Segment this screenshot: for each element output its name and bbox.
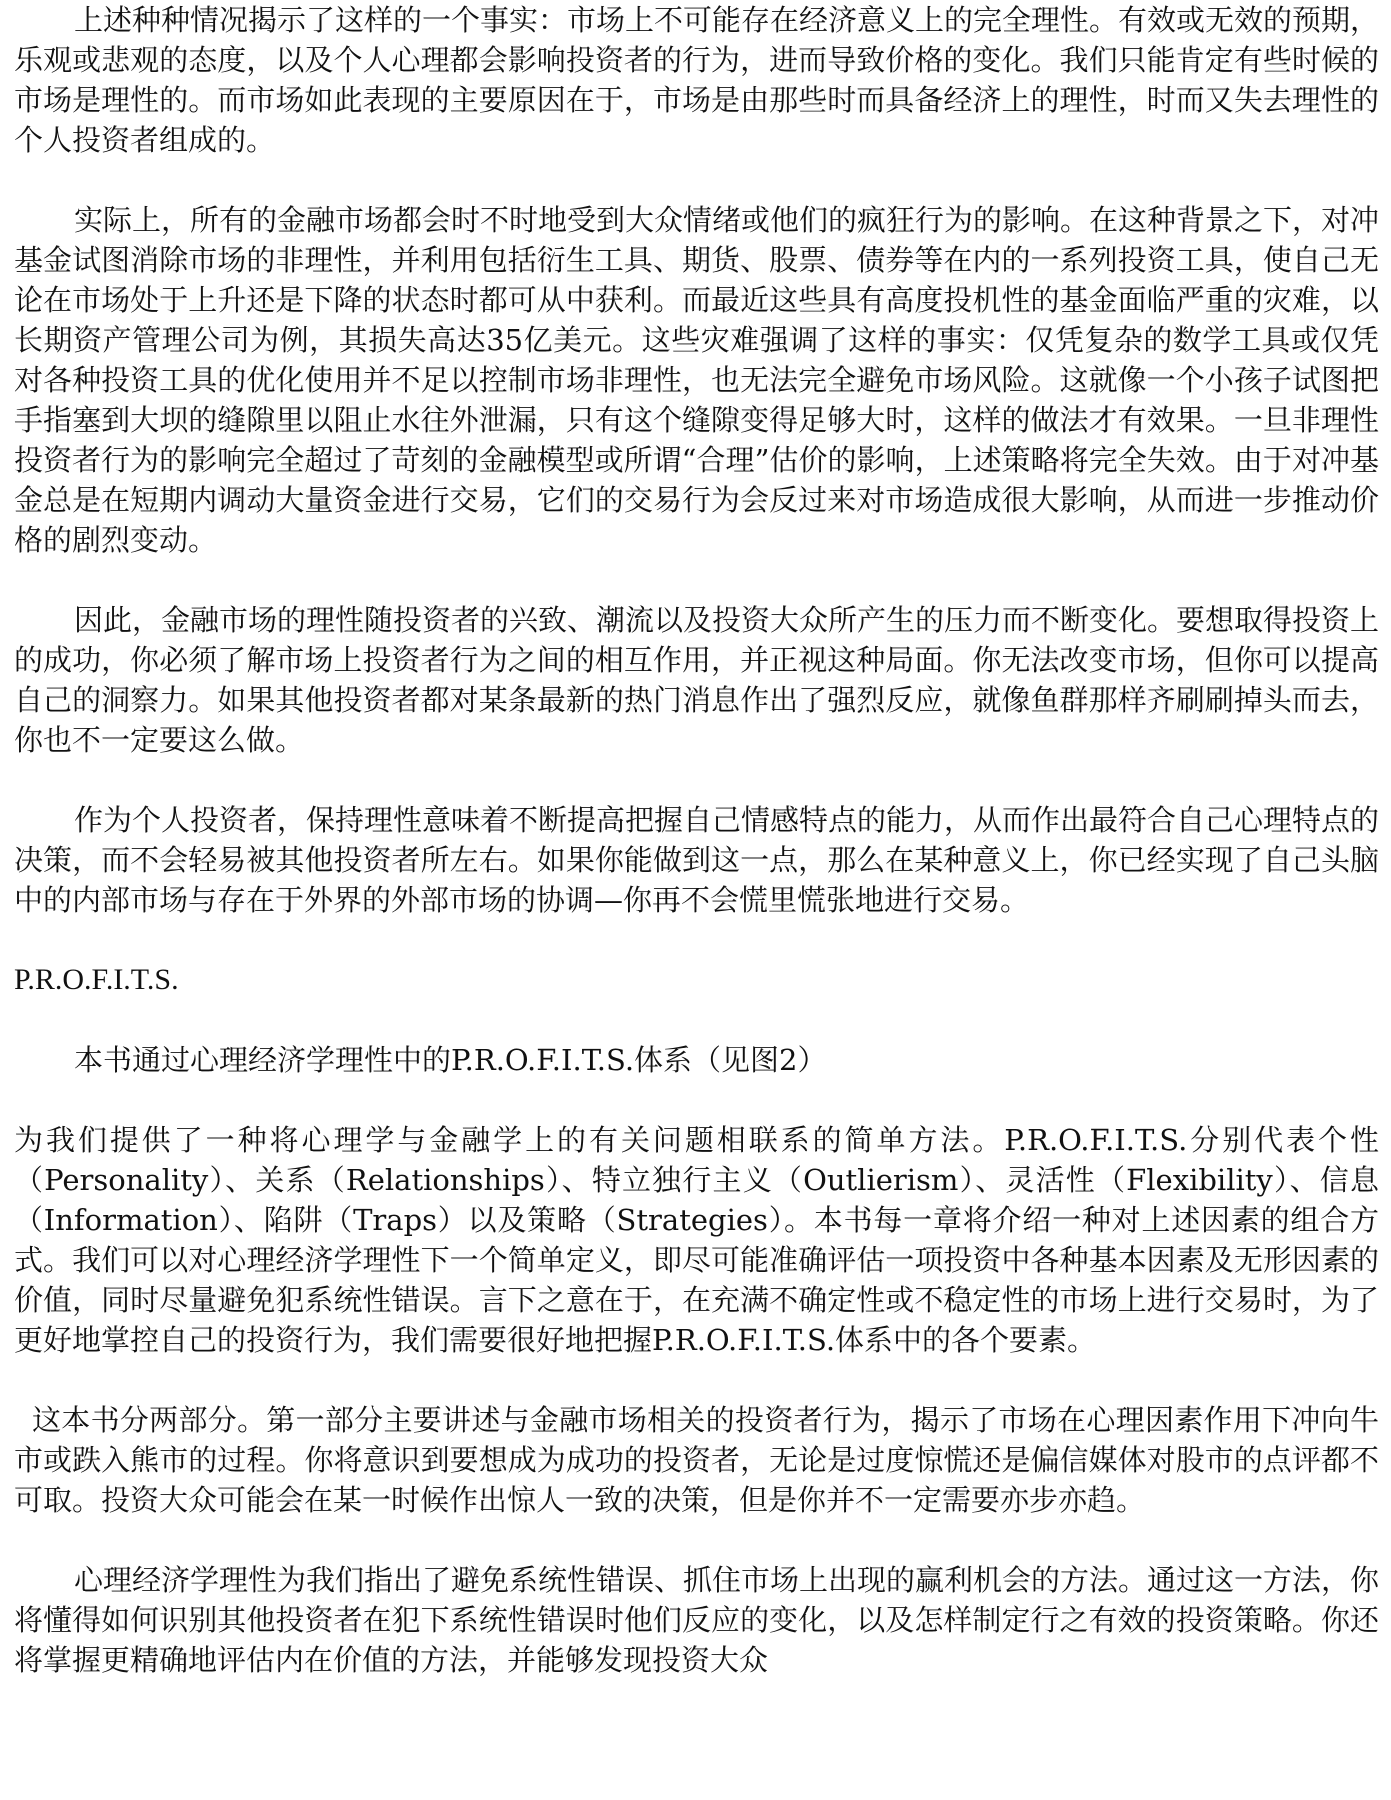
paragraph-profits-intro: 本书通过心理经济学理性中的P.R.O.F.I.T.S.体系（见图2） [74, 1043, 827, 1077]
paragraph-market-rationality: 上述种种情况揭示了这样的一个事实：市场上不可能存在经济意义上的完全理性。有效或无效的预期，乐观或悲观的态度，以及个人心理都会影响投资者的行为，进而导致价格的变化。我们只能肯定有些时候的市场是理性的。而市场如此表现的主要原因在于，市场是由那些时而具备经济上的理性，时而又失去理性的个人投资者组成的。 [14, 3, 1380, 157]
paragraph-profits-definition: 为我们提供了一种将心理学与金融学上的有关问题相联系的简单方法。P.R.O.F.I.T.S.分别代表个性（Personality）、关系（Relationships）、特立独行主义（Outlierism）、灵活性（Flexibility）、信息（Information）、陷阱（Traps）以及策略（Strategies）。本书每一章将介绍一种对上述因素的组合方式。我们可以对心理经济学理性下一个简单定义，即尽可能准确评估一项投资中各种基本因素及无形因素的价值，同时尽量避免犯系统性错误。言下之意在于，在充满不确定性或不稳定性的市场上进行交易时，为了更好地掌控自己的投资行为，我们需要很好地把握P.R.O.F.I.T.S.体系中的各个要素。 [14, 1123, 1379, 1357]
paragraph-individual-investor: 作为个人投资者，保持理性意味着不断提高把握自己情感特点的能力，从而作出最符合自己心理特点的决策，而不会轻易被其他投资者所左右。如果你能做到这一点，那么在某种意义上，你已经实现了自己头脑中的内部市场与存在于外界的外部市场的协调—你再不会慌里慌张地进行交易。 [14, 803, 1380, 917]
paragraph-investor-pressure: 因此，金融市场的理性随投资者的兴致、潮流以及投资大众所产生的压力而不断变化。要想取得投资上的成功，你必须了解市场上投资者行为之间的相互作用，并正视这种局面。你无法改变市场，但你可以提高自己的洞察力。如果其他投资者都对某条最新的热门消息作出了强烈反应，就像鱼群那样齐刷刷掉头而去，你也不一定要这么做。 [14, 603, 1380, 757]
paragraph-hedge-funds: 实际上，所有的金融市场都会时不时地受到大众情绪或他们的疯狂行为的影响。在这种背景之下，对冲基金试图消除市场的非理性，并利用包括衍生工具、期货、股票、债券等在内的一系列投资工具，使自己无论在市场处于上升还是下降的状态时都可从中获利。而最近这些具有高度投机性的基金面临严重的灾难，以长期资产管理公司为例，其损失高达35亿美元。这些灾难强调了这样的事实：仅凭复杂的数学工具或仅凭对各种投资工具的优化使用并不足以控制市场非理性，也无法完全避免市场风险。这就像一个小孩子试图把手指塞到大坝的缝隙里以阻止水往外泄漏，只有这个缝隙变得足够大时，这样的做法才有效果。一旦非理性投资者行为的影响完全超过了苛刻的金融模型或所谓“合理”估价的影响，上述策略将完全失效。由于对冲基金总是在短期内调动大量资金进行交易，它们的交易行为会反过来对市场造成很大影响，从而进一步推动价格的剧烈变动。 [14, 203, 1380, 557]
paragraph-method: 心理经济学理性为我们指出了避免系统性错误、抓住市场上出现的赢利机会的方法。通过这一方法，你将懂得如何识别其他投资者在犯下系统性错误时他们反应的变化，以及怎样制定行之有效的投资策略。你还将掌握更精确地评估内在价值的方法，并能够发现投资大众 [14, 1563, 1380, 1677]
paragraph-book-structure: 这本书分两部分。第一部分主要讲述与金融市场相关的投资者行为，揭示了市场在心理因素作用下冲向牛市或跌入熊市的过程。你将意识到要想成为成功的投资者，无论是过度惊慌还是偏信媒体对股市的点评都不可取。投资大众可能会在某一时候作出惊人一致的决策，但是你并不一定需要亦步亦趋。 [14, 1403, 1379, 1517]
document-page [14, 0, 1379, 1680]
section-heading: P.R.O.F.I.T.S. [14, 963, 179, 996]
